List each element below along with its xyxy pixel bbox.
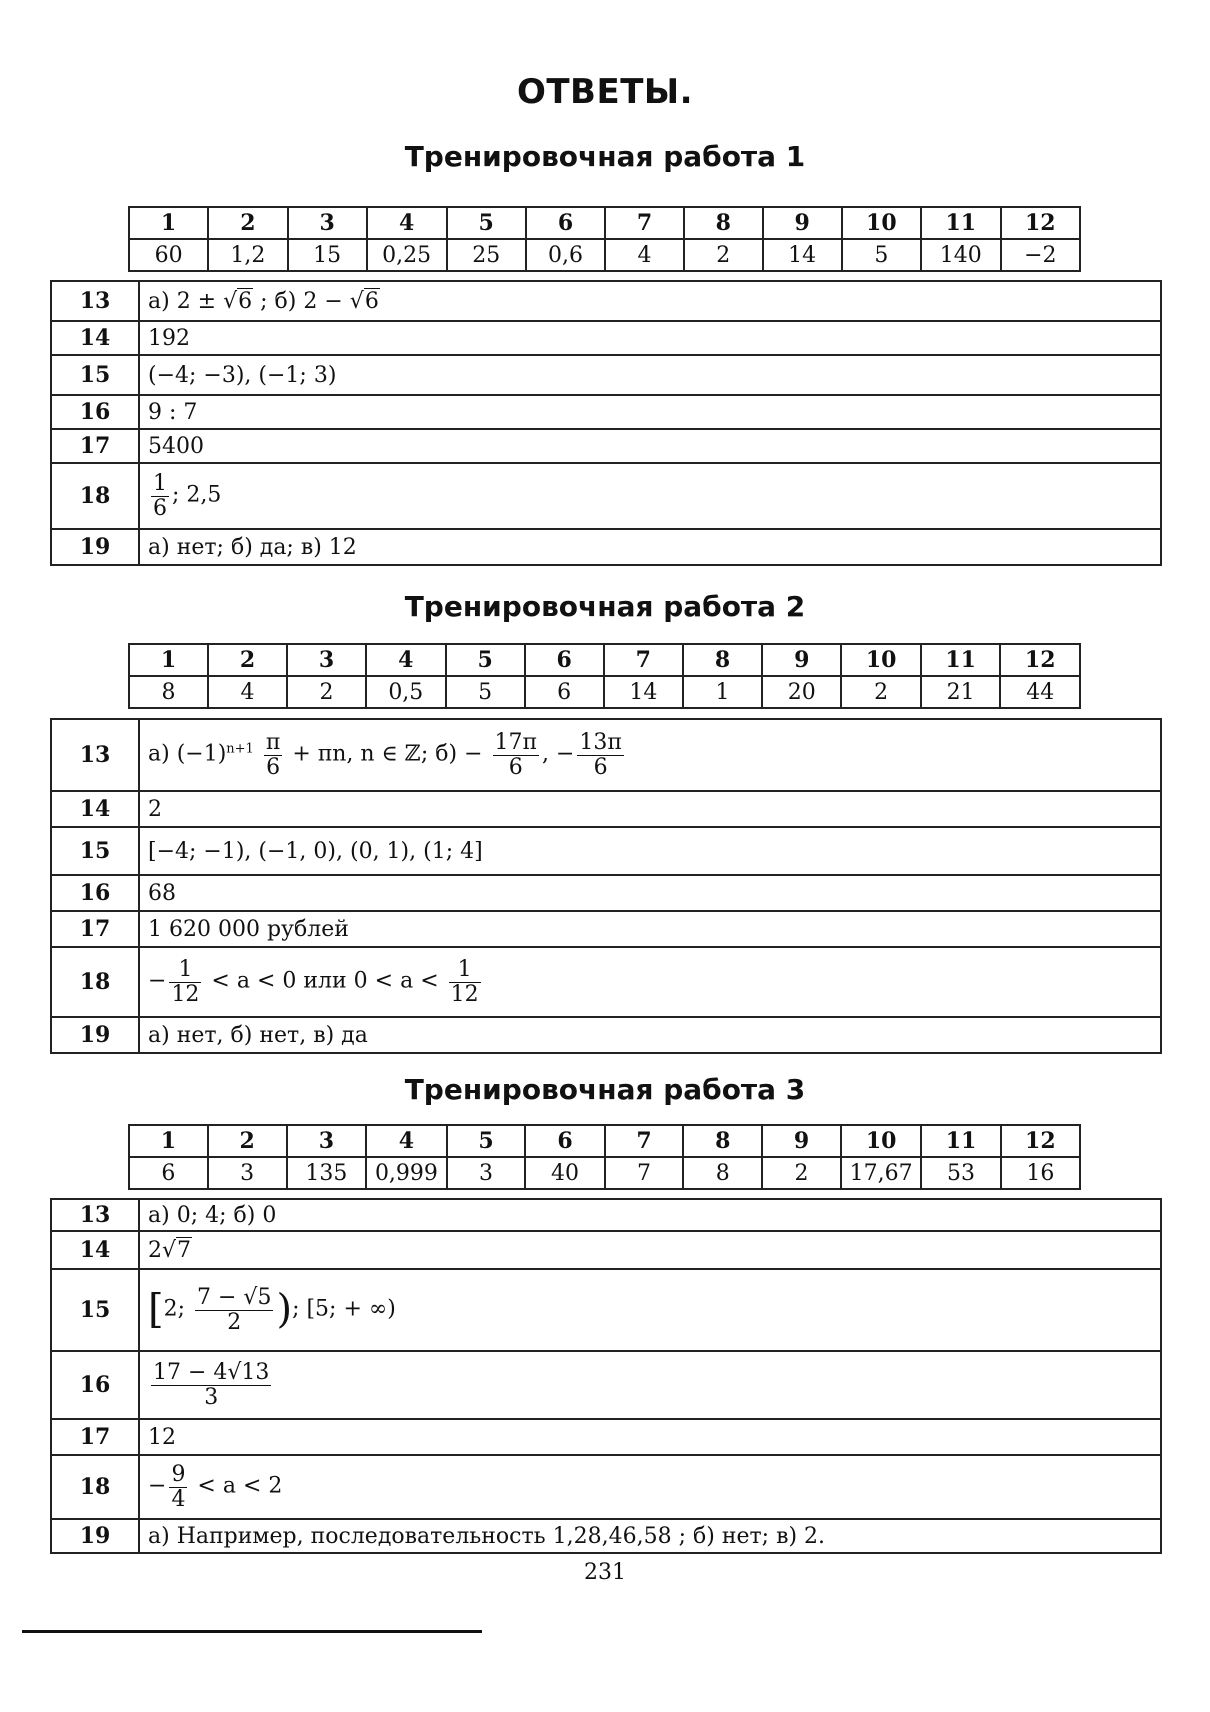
task-number: 17	[51, 911, 139, 947]
task-number: 4	[366, 644, 446, 676]
answer-cell: 7	[605, 1157, 684, 1189]
answer-cell: 6	[129, 1157, 208, 1189]
answer-cell: 2	[287, 676, 366, 708]
answer-cell: 16	[1001, 1157, 1080, 1189]
answer-cell: (−4; −3), (−1; 3)	[139, 355, 1161, 395]
task-number: 19	[51, 529, 139, 565]
answer-cell: а) нет, б) нет, в) да	[139, 1017, 1161, 1053]
task-number: 7	[605, 1125, 684, 1157]
task-number: 14	[51, 321, 139, 355]
answer-cell: 3	[447, 1157, 526, 1189]
answer-cell: 5	[842, 239, 921, 271]
task-number: 5	[447, 207, 526, 239]
answer-cell: 8	[129, 676, 208, 708]
task-number: 9	[762, 1125, 841, 1157]
task-number: 8	[683, 1125, 762, 1157]
answer-cell: 6	[525, 676, 604, 708]
task-number: 6	[525, 644, 604, 676]
task-number: 4	[367, 207, 447, 239]
task-number: 12	[1000, 644, 1080, 676]
work-title-1: Тренировочная работа 1	[404, 140, 806, 173]
answer-cell: 12	[139, 1419, 1161, 1455]
task-number: 9	[763, 207, 842, 239]
task-number: 18	[51, 1455, 139, 1519]
answer-cell: 68	[139, 875, 1161, 911]
task-number: 1	[129, 644, 208, 676]
answer-cell: 20	[762, 676, 841, 708]
task-number: 19	[51, 1519, 139, 1553]
short-answers-table-3	[128, 1124, 1081, 1190]
short-answers-table-1	[128, 206, 1081, 272]
answer-cell: а) Например, последовательность 1,28,46,58 ; б) нет; в) 2.	[139, 1519, 1161, 1553]
answer-cell: 17,67	[841, 1157, 921, 1189]
answer-cell: 53	[921, 1157, 1000, 1189]
answer-cell: 0,25	[367, 239, 447, 271]
task-number: 13	[51, 1199, 139, 1231]
answer-cell: 44	[1000, 676, 1080, 708]
task-number: 16	[51, 395, 139, 429]
task-number: 1	[129, 1125, 208, 1157]
task-number: 3	[287, 1125, 367, 1157]
answer-cell: 2	[139, 791, 1161, 827]
page-number: 231	[584, 1560, 626, 1585]
task-number: 16	[51, 875, 139, 911]
answer-cell: 2√7	[139, 1231, 1161, 1269]
task-number: 12	[1001, 1125, 1080, 1157]
task-number: 13	[51, 281, 139, 321]
task-number: 3	[287, 644, 366, 676]
answer-cell: 1,2	[208, 239, 287, 271]
task-number: 5	[446, 644, 525, 676]
work-title-2: Тренировочная работа 2	[404, 590, 806, 623]
answer-cell: а) нет; б) да; в) 12	[139, 529, 1161, 565]
task-number: 9	[762, 644, 841, 676]
answer-cell: а) $(-1)^{n+1}$ $\frac{\pi}{6}$ + πn, n ∈ ℤ; б) − $\frac{17\pi}{6}$ , − $\frac{13\pi}{6}$	[139, 719, 1161, 791]
answer-cell: 60	[129, 239, 208, 271]
answer-cell: 14	[604, 676, 683, 708]
answer-cell: 9 : 7	[139, 395, 1161, 429]
answer-cell: 140	[921, 239, 1001, 271]
answer-cell: 21	[921, 676, 1000, 708]
task-number: 8	[684, 207, 763, 239]
task-number: 18	[51, 463, 139, 529]
page-title: ОТВЕТЫ.	[516, 72, 694, 112]
task-number: 10	[841, 644, 920, 676]
task-number: 14	[51, 1231, 139, 1269]
answer-cell: а) 0; 4; б) 0	[139, 1199, 1161, 1231]
task-number: 17	[51, 429, 139, 463]
answer-cell: 3	[208, 1157, 287, 1189]
task-number: 1	[129, 207, 208, 239]
task-number: 7	[605, 207, 684, 239]
task-number: 15	[51, 827, 139, 875]
long-answers-table-2	[50, 718, 1162, 1054]
task-number: 2	[208, 1125, 287, 1157]
task-number: 11	[921, 644, 1000, 676]
task-number: 13	[51, 719, 139, 791]
answer-cell: 5400	[139, 429, 1161, 463]
long-answers-table-1	[50, 280, 1162, 566]
task-number: 3	[288, 207, 367, 239]
answer-cell: 14	[763, 239, 842, 271]
answer-cell: 2	[684, 239, 763, 271]
answer-cell: 135	[287, 1157, 367, 1189]
task-number: 14	[51, 791, 139, 827]
answer-cell: 1 620 000 рублей	[139, 911, 1161, 947]
task-number: 6	[526, 207, 605, 239]
answer-cell: [−4; −1), (−1, 0), (0, 1), (1; 4]	[139, 827, 1161, 875]
footer-divider	[22, 1630, 482, 1633]
task-number: 16	[51, 1351, 139, 1419]
answer-cell: [2; $\frac{7 - √5}{2}$ ); [5; + ∞)	[139, 1269, 1161, 1351]
answer-cell: 192	[139, 321, 1161, 355]
work-title-3: Тренировочная работа 3	[404, 1073, 806, 1106]
answer-cell: 15	[288, 239, 367, 271]
answer-cell: − $\frac{9}{4}$ < a < 2	[139, 1455, 1161, 1519]
answer-cell: 25	[447, 239, 526, 271]
answer-cell: $\frac{1}{6}$ ; 2,5	[139, 463, 1161, 529]
answer-cell: 4	[208, 676, 287, 708]
answer-cell: 5	[446, 676, 525, 708]
answer-cell: 0,999	[366, 1157, 446, 1189]
answer-cell: а) 2 ± √6 ; б) 2 − √6	[139, 281, 1161, 321]
task-number: 15	[51, 355, 139, 395]
answer-cell: 2	[762, 1157, 841, 1189]
answer-cell: 0,6	[526, 239, 605, 271]
task-number: 8	[683, 644, 762, 676]
task-number: 19	[51, 1017, 139, 1053]
task-number: 15	[51, 1269, 139, 1351]
answer-cell: 4	[605, 239, 684, 271]
task-number: 2	[208, 644, 287, 676]
task-number: 11	[921, 1125, 1000, 1157]
answer-cell: −2	[1001, 239, 1080, 271]
answer-cell: 40	[525, 1157, 604, 1189]
task-number: 6	[525, 1125, 604, 1157]
long-answers-table-3	[50, 1198, 1162, 1554]
answer-cell: $\frac{17 - 4√13}{3}$	[139, 1351, 1161, 1419]
task-number: 5	[447, 1125, 526, 1157]
task-number: 7	[604, 644, 683, 676]
task-number: 11	[921, 207, 1001, 239]
task-number: 12	[1001, 207, 1080, 239]
answer-cell: 1	[683, 676, 762, 708]
task-number: 10	[842, 207, 921, 239]
answer-cell: − $\frac{1}{12}$ < a < 0 или 0 < a < $\frac{1}{12}$	[139, 947, 1161, 1017]
answer-cell: 8	[683, 1157, 762, 1189]
task-number: 10	[841, 1125, 921, 1157]
task-number: 2	[208, 207, 287, 239]
answer-cell: 0,5	[366, 676, 446, 708]
task-number: 18	[51, 947, 139, 1017]
answer-cell: 2	[841, 676, 920, 708]
task-number: 4	[366, 1125, 446, 1157]
short-answers-table-2	[128, 643, 1081, 709]
task-number: 17	[51, 1419, 139, 1455]
